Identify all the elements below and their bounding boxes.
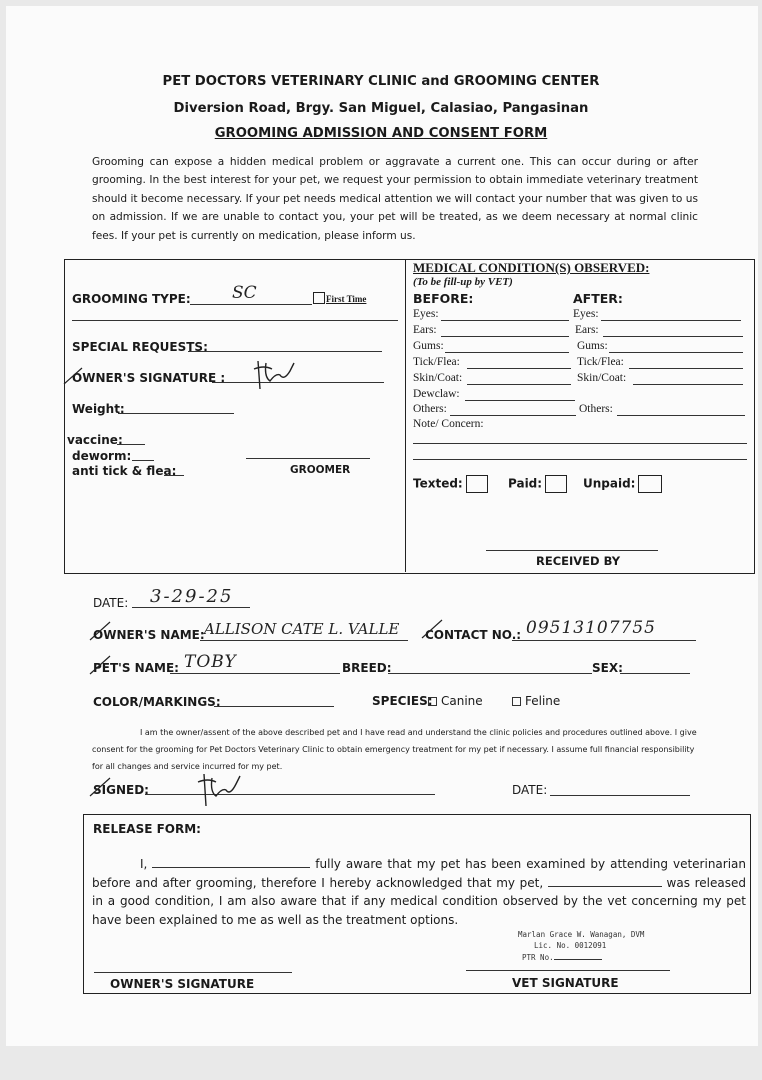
clinic-name: PET DOCTORS VETERINARY CLINIC and GROOMING CENTER [162,74,600,89]
form-title: GROOMING ADMISSION AND CONSENT FORM [214,126,548,141]
unpaid-label [583,475,662,493]
before-row-skin: Skin/Coat: [413,372,463,384]
after-row-eyes: Eyes: [573,308,599,320]
note-line-2[interactable] [413,459,747,460]
sex-label: SEX: [592,661,623,675]
medical-subtitle: (To be fill-up by VET) [413,276,513,288]
consent-paragraph: I am the owner/assent of the above described pet and I have read and understand the clinic policies and procedures outlined above. I give consent for the grooming for Pet Doctors Veterinary Clinic to obtain emergency treatment for my pet if necessary. I assume full financial responsibility for all changes and service incurred for my pet. [92,728,697,771]
owner-name-value: ALLISON CATE L. VALLE [204,620,400,638]
owner-name-line[interactable] [200,640,408,641]
after-row-gums: Gums: [577,340,608,352]
contact-strike [420,616,444,640]
owner-sig-label: OWNER'S SIGNATURE [110,977,255,991]
feline-checkbox[interactable] [512,697,521,706]
signed-label: SIGNED: [93,783,149,797]
date2-line[interactable] [550,795,690,796]
after-tick-line[interactable] [629,368,743,369]
after-row-others: Others: [579,403,613,415]
signed-signature-mark [194,770,244,810]
texted-text: Texted: [413,476,463,491]
special-requests-label: SPECIAL REQUESTS: [72,340,208,354]
after-others-line[interactable] [617,415,745,416]
owner-name-label: OWNER'S NAME: [93,628,205,642]
owner-signature-mark [250,355,300,395]
before-row-tick: Tick/Flea: [413,356,460,368]
stamp-name: Marlan Grace W. Wanagan, DVM [518,930,645,939]
deworm-line[interactable] [132,460,154,461]
owner-sig-line[interactable] [94,972,292,973]
canine-text: Canine [441,694,483,708]
before-row-ears: Ears: [413,324,437,336]
before-tick-line[interactable] [467,368,571,369]
before-skin-line[interactable] [467,384,571,385]
admission-box [64,259,755,574]
owner-name-strike [88,618,112,642]
intro-paragraph: Grooming can expose a hidden medical problem or aggravate a current one. This can occur during or after grooming. In the best interest for your pet, we request your permission to obtain immediate veterinary treatment should it become necessary. If your pet needs medical attention we will contact your number that was given to us on admission. If we are unable to contact you, your pet will be treated, as we deem necessary at normal clinic fees. If your pet is currently on medication, please inform us. [92,156,699,242]
color-markings-line[interactable] [214,706,334,707]
first-time-checkbox[interactable] [313,292,325,304]
medical-title: MEDICAL CONDITION(S) OBSERVED: [413,260,650,275]
vet-sig-label: VET SIGNATURE [512,976,619,990]
paid-text: Paid: [508,476,543,491]
owner-signature-label: OWNER'S SIGNATURE : [72,371,226,385]
after-heading: AFTER: [573,291,623,306]
unpaid-text: Unpaid: [583,476,636,491]
after-row-tick: Tick/Flea: [577,356,624,368]
feline-option[interactable] [512,694,560,708]
after-eyes-line[interactable] [601,320,741,321]
contact-value: 09513107755 [526,618,656,638]
paid-checkbox[interactable] [545,475,567,493]
texted-checkbox[interactable] [466,475,488,493]
special-requests-line[interactable] [188,351,382,352]
before-others-line[interactable] [450,415,576,416]
signed-line[interactable] [145,794,435,795]
before-row-gums: Gums: [413,340,444,352]
sex-line[interactable] [620,673,690,674]
note-concern-label: Note/ Concern: [413,418,484,430]
date-line[interactable] [132,607,250,608]
breed-line[interactable] [388,673,592,674]
before-row-eyes: Eyes: [413,308,439,320]
after-ears-line[interactable] [603,336,743,337]
clinic-address: Diversion Road, Brgy. San Miguel, Calasiao, Pangasinan [173,101,589,116]
anti-tick-label: anti tick & flea: [72,464,177,478]
after-skin-line[interactable] [633,384,743,385]
feline-text: Feline [525,694,561,708]
release-text-1: fully aware that my pet has been examined by attending veterinarian before and after grooming, therefore I hereby acknowledged that my pet, [92,857,746,890]
color-markings-label: COLOR/MARKINGS: [93,695,221,709]
stamp-license: Lic. No. 0012091 [534,941,607,950]
texted-label [413,475,488,493]
date-label: DATE: [93,596,129,610]
pet-name-label: PET'S NAME: [93,661,179,675]
note-line-1[interactable] [413,443,747,444]
grooming-type-line[interactable] [190,304,312,305]
grooming-type-label: GROOMING TYPE: [72,292,191,306]
release-title: RELEASE FORM: [93,822,201,836]
release-pet-blank[interactable] [548,874,662,887]
release-paragraph [92,855,746,929]
vaccine-label: vaccine: [67,433,123,447]
date2-label: DATE: [512,783,548,797]
pet-name-strike [88,652,112,676]
canine-option[interactable] [428,694,483,708]
weight-label: Weight: [72,402,125,416]
pet-name-value: TOBY [184,652,237,672]
pet-name-line[interactable] [170,673,340,674]
deworm-label: deworm: [72,449,132,463]
received-by-line[interactable] [486,550,658,551]
before-ears-line[interactable] [441,336,569,337]
before-eyes-line[interactable] [441,320,569,321]
vet-stamp [518,929,644,963]
received-by-label: RECEIVED BY [536,554,621,568]
before-row-dewclaw: Dewclaw: [413,388,460,400]
vaccine-line[interactable] [117,444,145,445]
canine-checkbox[interactable] [428,697,437,706]
release-name-blank[interactable] [152,855,310,868]
after-row-skin: Skin/Coat: [577,372,627,384]
species-label: SPECIES: [372,694,433,708]
grooming-extra-line [72,320,398,321]
contact-line[interactable] [512,640,696,641]
first-time-label: First Time [326,294,367,304]
unpaid-checkbox[interactable] [638,475,662,493]
anti-tick-line[interactable] [164,475,184,476]
release-i: I, [140,857,148,871]
groomer-line[interactable] [246,458,370,459]
after-row-ears: Ears: [575,324,599,336]
grooming-type-value: SC [232,283,257,303]
stamp-ptr: PTR No. [522,953,554,962]
after-gums-line[interactable] [609,352,743,353]
breed-label: BREED: [342,661,392,675]
contact-label: CONTACT NO.: [425,628,522,642]
before-dewclaw-line[interactable] [465,400,575,401]
owner-strike-mark [62,364,84,386]
date-value: 3-29-25 [150,586,234,607]
vet-sig-line[interactable] [466,970,670,971]
weight-line[interactable] [118,413,234,414]
paid-label [508,475,567,493]
before-row-others: Others: [413,403,447,415]
signed-strike [88,774,112,798]
groomer-label: GROOMER [290,464,351,476]
before-gums-line[interactable] [445,352,569,353]
release-text-2: was released in a good condition, I am also aware that if any medical condition observed by the vet concerning my pet have been explained to me as well as the treatment options. [92,875,747,927]
column-divider [405,260,406,572]
before-heading: BEFORE: [413,291,474,306]
